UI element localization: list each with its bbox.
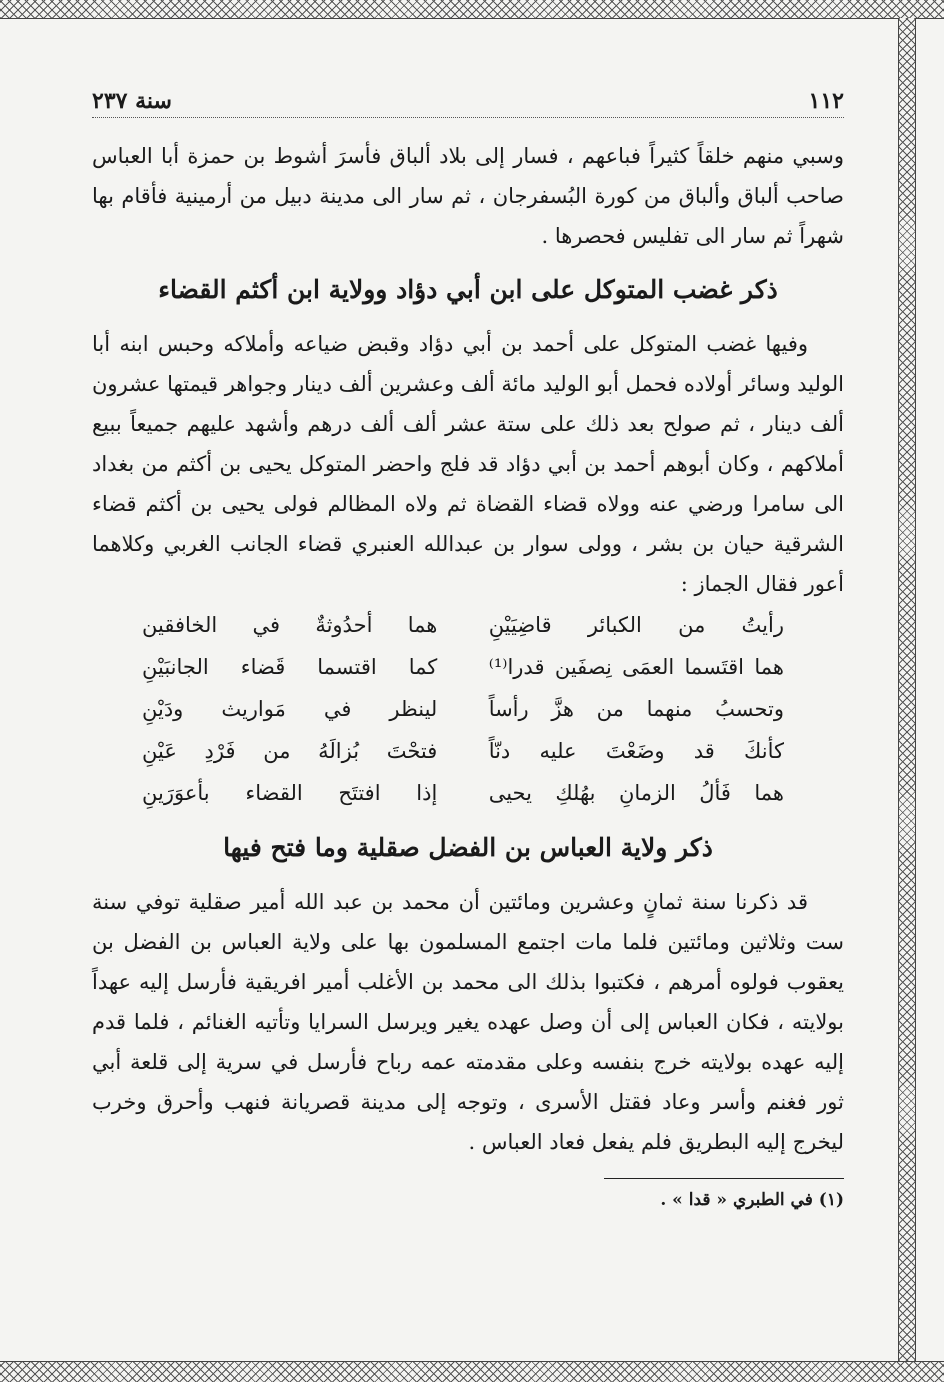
- verse-first-half: هما اقتَسما العمَى نِصفَين قدرا⁽¹⁾: [488, 655, 784, 679]
- running-header: [92, 88, 844, 118]
- verse-second-half: كما اقتسما قَضاء الجانبَيْنِ: [142, 655, 438, 679]
- poem-verse: [142, 646, 784, 688]
- section-heading-1: ذكر غضب المتوكل على ابن أبي دؤاد وولاية ابن أكثم القضاء: [158, 275, 778, 304]
- footnote-divider: [604, 1178, 844, 1179]
- verse-second-half: لينظر في مَواريث ودَيْنِ: [142, 697, 438, 721]
- page-content: [92, 88, 844, 1215]
- bottom-ornamental-border: [0, 1361, 944, 1382]
- right-ornamental-border: [898, 18, 916, 1361]
- poem-verse: [142, 688, 784, 730]
- verse-second-half: فتحْتَ بُزالَهُ من فَرْدِ عَيْنِ: [142, 739, 438, 763]
- poem-verse: [142, 604, 784, 646]
- page-number: ١١٢: [808, 88, 844, 114]
- year-label: سنة ٢٣٧: [92, 88, 172, 114]
- paragraph-1: وسبي منهم خلقاً كثيراً فباعهم ، فسار إلى بلاد ألباق فأسرَ أشوط بن حمزة أبا العباس صاحب ألباق وألباق من كورة البُسفرجان ، ثم سار الى مدينة دبيل من أرمينية فأقام بها شهراً ثم سار الى تفليس فحصرها .: [92, 144, 844, 248]
- verse-second-half: إذا افتتَح القضاء بأعوَرَينِ: [142, 781, 438, 805]
- verse-first-half: رأيتُ من الكبائر قاضِيَيْنِ: [488, 613, 784, 637]
- poem-verse: [142, 730, 784, 772]
- footnote: (١) في الطبري « قدا » .: [660, 1190, 844, 1210]
- verse-first-half: وتحسبُ منهما من هزَّ رأساً: [488, 697, 784, 721]
- poem-verse: [142, 772, 784, 814]
- verse-first-half: كأنكَ قد وضَعْتَ عليه دنّاً: [488, 739, 784, 763]
- verse-second-half: هما أحدُوثةٌ في الخافقين: [142, 613, 438, 637]
- poem: [142, 604, 784, 814]
- section-heading-2: ذكر ولاية العباس بن الفضل صقلية وما فتح فيها: [223, 833, 713, 862]
- top-ornamental-border: [0, 0, 944, 19]
- paragraph-3: قد ذكرنا سنة ثمانٍ وعشرين ومائتين أن محمد بن عبد الله أمير صقلية توفي سنة ست وثلاثين ومائتين فلما مات اجتمع المسلمون بها على ولاية العباس بن الفضل بن يعقوب فولوه أمرهم ، فكتبوا بذلك الى محمد بن الأغلب أمير افريقية فأرسل إليه عهداً بولايته ، فكان العباس إلى أن وصل عهده يغير ويرسل السرايا وتأتيه الغنائم ، فلما قدم إليه عهده بولايته خرج بنفسه وعلى مقدمته عمه رباح فأرسل في سرية إلى قلعة أبي ثور فغنم وأسر وعاد فقتل الأسرى ، وتوجه إلى مدينة قصريانة فنهب وأحرق وخرب ليخرج إليه البطريق فلم يفعل فعاد العباس .: [92, 890, 844, 1154]
- paragraph-2: وفيها غضب المتوكل على أحمد بن أبي دؤاد وقبض ضياعه وأملاكه وحبس ابنه أبا الوليد وسائر أولاده فحمل أبو الوليد مائة ألف وعشرين ألف دينار وجواهر قيمتها عشرون ألف دينار ، ثم صولح بعد ذلك على ستة عشر ألف ألف درهم وأشهد عليهم جميعاً ببيع أملاكهم ، وكان أبوهم أحمد بن أبي دؤاد قد فلج واحضر المتوكل يحيى بن أكثم من بغداد الى سامرا ورضي عنه وولاه قضاء القضاة ثم ولاه المظالم فولى يحيى بن أكثم قضاء الشرقية حيان بن بشر ، وولى سوار بن عبدالله العنبري قضاء الجانب الغربي وكلاهما أعور فقال الجماز :: [92, 332, 844, 596]
- verse-first-half: هما فَألُ الزمانِ بهُلكِ يحيى: [488, 781, 784, 805]
